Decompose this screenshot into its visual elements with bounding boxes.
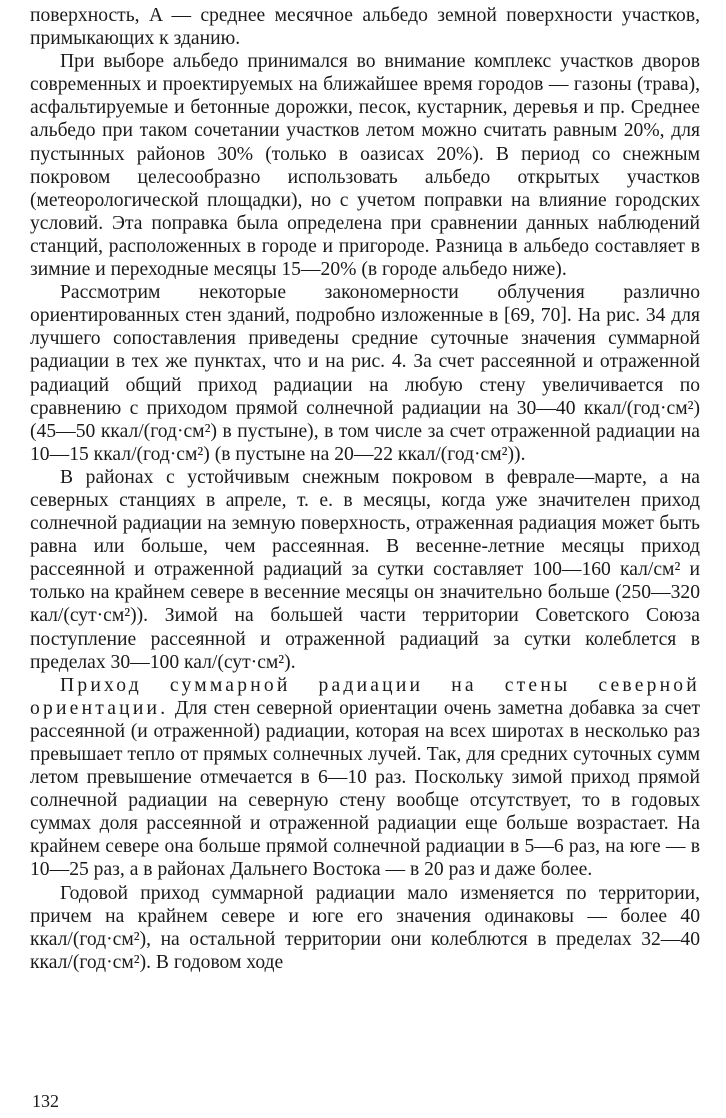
paragraph-continuation: поверхность, A — среднее месячное альбедо земной поверхности участков, примыкающих к зданию. — [30, 5, 700, 50]
page-body — [30, 4, 700, 974]
paragraph-north-walls — [30, 674, 700, 882]
paragraph-wall-irradiation: Рассмотрим некоторые закономерности облучения различно ориентированных стен зданий, подробно изложенные в [69, 70]. На рис. 34 для лучшего сопоставления приведены средние суточные значения суммарной радиации в тех же пунктах, что и на рис. 4. За счет рассеянной и отраженной радиаций общий приход радиации на любую стену увеличивается по сравнению с приходом прямой солнечной радиации на 30—40 ккал/(год·см²) (45—50 ккал/(год·см²) в пустыне), в том числе за счет отраженной радиации на 10—15 ккал/(год·см²) (в пустыне на 20—22 ккал/(год·см²)). — [30, 282, 700, 465]
section-run-in-heading: Приход суммарной радиации на стены северной ориентации. — [30, 674, 700, 719]
paragraph-snow-cover: В районах с устойчивым снежным покровом в феврале—марте, а на северных станциях в апреле, т. е. в месяцы, когда уже значителен приход солнечной радиации на земную поверхность, отраженная радиация может быть равна или больше, чем рассеянная. В весенне-летние месяцы приход рассеянной и отраженной радиаций за сутки составляет 100—160 кал/см² и только на крайнем севере в весенние месяцы он значительно больше (250—320 кал/(сут·см²)). Зимой на большей части территории Советского Союза поступление рассеянной и отраженной радиаций за сутки колеблется в пределах 30—100 кал/(сут·см²). — [30, 466, 700, 673]
paragraph-annual-total: Годовой приход суммарной радиации мало изменяется по территории, причем на крайнем севере и юге его значения одинаковы — более 40 ккал/(год·см²), на остальной территории они колеблются в пределах 32—40 ккал/(год·см²). В годовом ходе — [30, 882, 700, 973]
page-number: 132 — [32, 1091, 59, 1111]
paragraph-albedo-selection: При выборе альбедо принимался во внимание комплекс участков дворов современных и проектируемых на ближайшее время городов — газоны (трава), асфальтируемые и бетонные дорожки, песок, кустарник, деревья и пр. Среднее альбедо при таком сочетании участков летом можно считать равным 20%, для пустынных районов 30% (только в оазисах 20%). В период со снежным покровом целесообразно использовать альбедо открытых участков (метеорологической площадки), но с учетом поправки на влияние городских условий. Эта поправка была определена при сравнении данных наблюдений станций, расположенных в городе и пригороде. Разница в альбедо составляет в зимние и переходные месяцы 15—20% (в городе альбедо ниже). — [30, 51, 700, 281]
paragraph-north-walls-text: Для стен северной ориентации очень заметна добавка за счет рассеянной (и отраженной) радиации, которая на всех широтах в несколько раз превышает тепло от прямых солнечных лучей. Так, для средних суточных сумм летом превышение отмечается в 6—10 раз. Поскольку зимой приход прямой солнечной радиации на северную стену вообще отсутствует, то в годовых суммах доля рассеянной и отраженной радиации еще больше возрастает. На крайнем севере она больше прямой солнечной радиации в 5—6 раз, на юге — в 10—25 раз, а в районах Дальнего Востока — в 20 раз и даже более. — [30, 697, 701, 881]
